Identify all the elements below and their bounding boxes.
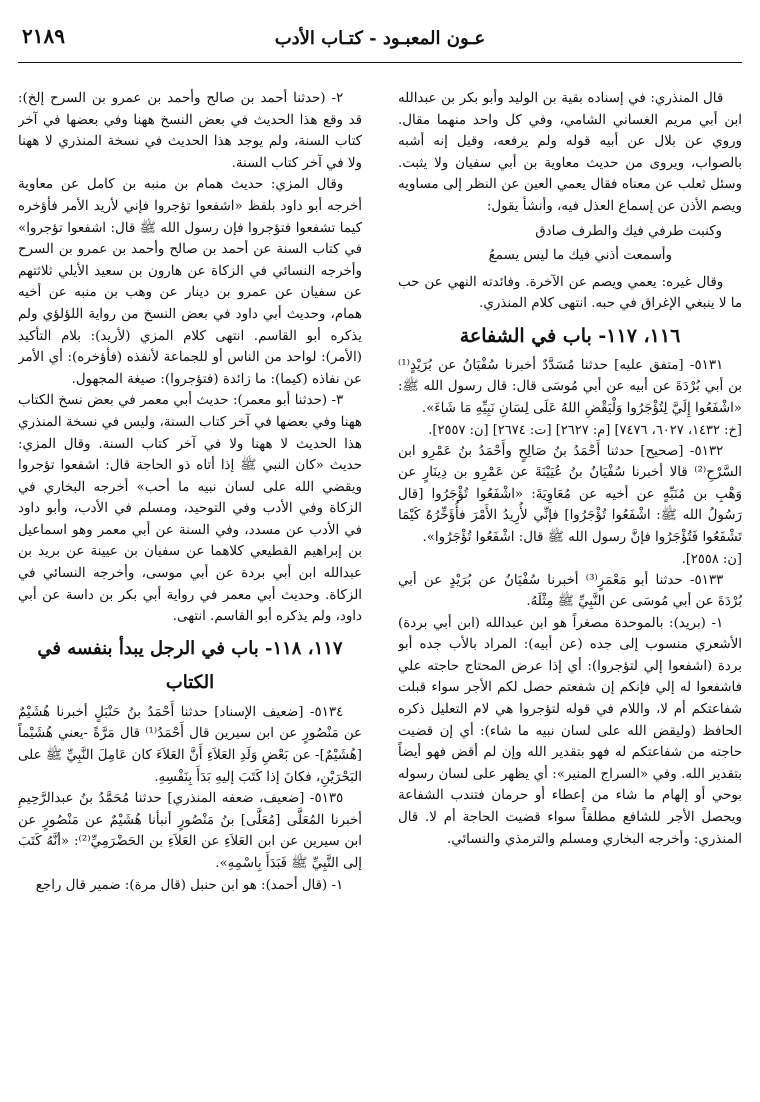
- hadith-5132: ٥١٣٢- [صحيح] حدثنا أَحْمَدُ بنُ صَالِحٍ وأَحْمَدُ بنُ عَمْرِو ابن السَّرْحِ⁽²⁾ قالا أخبرنا سُفْيَانُ بنُ عُيَيْنَةَ عن عَمْرِو بن دِينَارٍ عن وَهْبِ بن مُنَبِّهٍ عن أخيه عن مُعَاوِيَةَ: «اشْفَعُوا تُؤْجَرُوا [قال رَسُولُ الله ﷺ: اشْفَعُوا تُؤْجَرُوا] فإنِّي لأُرِيدُ الأَمْرَ فأُؤَخِّرُهُ كَيْمَا تَشْفَعُوا فَتُؤْجَرُوا فإنَّ رسول الله ﷺ قال: اشْفَعُوا تُؤْجَرُوا».: [398, 443, 742, 545]
- hadith-5131: ٥١٣١- [متفق عليه] حدثنا مُسَدَّدٌ أخبرنا سُفْيَانُ عن بُرَيْدٍ⁽¹⁾ بن أبي بُرْدَةَ عن أبيه عن أبي مُوسَى قال: قال رسول الله ﷺ: «اشْفَعُوا إِلَيَّ لِتُؤْجَرُوا وَلْيَقْضِ اللهُ عَلَى لِسَانِ نَبِيِّهِ مَا شَاءَ».: [398, 357, 742, 416]
- paragraph-mundhiri: قال المنذري: في إسناده بقية بن الوليد وأبو بكر بن عبدالله ابن أبي مريم الغساني الشامي، وفي كل واحد منهما مقال. وروي عن بلال عن أبيه قوله ولم يرفعه، وقيل إنه أشبه بالصواب، ويروى من حديث معاوية بن أبي سفيان ولا يثبت. وسئل ثعلب عن معناه فقال يعمي العين عن النظر إلى مساويه ويصم الأذن عن إسماع العذل فيه، وأنشأ يقول:: [398, 91, 742, 214]
- poem: [398, 220, 742, 268]
- poem-line-1: وكنبت طرفي فيك والطرف صادق: [535, 223, 722, 239]
- hadith-5133: ٥١٣٣- حدثنا أبو مَعْمَرٍ⁽³⁾ أخبرنا سُفْيَانُ عن بُرَيْدٍ عن أبي بُرْدَةَ عن أبي مُوسَى عن النَّبِيِّ ﷺ مِثْلَهُ.: [398, 572, 742, 610]
- footnote-1: ١- (بريد): بالموحدة مصغراً هو ابن عبدالله (ابن أبي بردة) الأشعري منسوب إلى جده (عن أبيه): المراد بالأب جده أبو بردة (اشفعوا إلي لتؤجروا): أي إذا عرض المحتاج حاجته علي فاشفعوا له إلي فإنكم إن شفعتم حصل لكم الأجر سواء قبلت شفاعتكم أم لا، واللام في قوله لتؤجروا هي لام التعليل ذكره الحافظ (وليقض الله على لسان نبيه ما شاء): أي إن قضيت حاجته من شفاعتكم له فهو بتقدير الله وإن لم أقض فهو أيضاً بتقدير الله. وفي «السراج المنير»: أي يظهر على لسان رسوله بوحي أو إلهام ما شاء من إعطاء أو حرمان فتندب الشفاعة ويحصل الأجر للشافع مطلقاً سواء قضيت الحاجة أم لا. قال المنذري: وأخرجه البخاري ومسلم والترمذي والنسائي.: [398, 615, 742, 847]
- mizzi-commentary: وقال المزي: حديث همام بن منبه بن كامل عن معاوية أخرجه أبو داود بلفظ «اشفعوا تؤجروا فإني لأريد الأمر فأؤخره كيما تشفعوا فتؤجروا فإن رسول الله ﷺ قال: اشفعوا تؤجروا» في كتاب السنة عن أحمد بن صالح وأحمد بن عمرو بن السرح وأخرجه النسائي في الزكاة عن هارون بن سعيد الأيلي ثلاثتهم عن سفيان عن عمرو بن دينار عن وهب بن منبه عن أخيه همام، وحديث أبي داود في بعض النسخ من رواية اللؤلؤي ولم يذكره أبو القاسم. انتهى كلام المزي (لأريد): بلام التأكيد (الأمر): لواحد من الناس أو للجماعة لأنفذه (فأؤخره): أي الأمر عن نفاذه (كيما): ما زائدة (فتؤجروا): صيغة المجهول.: [18, 177, 362, 387]
- hadith-5135: ٥١٣٥- [ضعيف، ضعفه المنذري] حدثنا مُحَمَّدُ بنُ عبدالرَّحِيمِ أخبرنا المُعَلَّى [مُعَلَّى] بنُ مَنْصُورٍ أنبأنا هُشَيْمٌ عن مَنْصُورٍ عن ابن سيرين عن ابن العَلاَءِ عن العَلاَءِ بن الحَضْرَمِيِّ⁽²⁾: «أنَّهُ كَتَبَ إلى النَّبِيِّ ﷺ فَبَدَأَ بِاسْمِهِ».: [18, 791, 362, 871]
- reference-5131: [خ: ١٤٣٢، ٦٠٢٧، ٧٤٧٦] [م: ٢٦٢٧] [ت: ٢٦٧٤] [ن: ٢٥٥٧].: [428, 422, 742, 438]
- footnote-ahmad: ١- (قال أحمد): هو ابن حنبل (قال مرة): ضمير قال راجع: [35, 877, 344, 893]
- chapter-heading-intercession: ١١٦، ١١٧- باب في الشفاعة: [459, 324, 681, 347]
- left-column: [18, 88, 362, 1088]
- footnote-2: ٢- (حدثنا أحمد بن صالح وأحمد بن عمرو بن السرح إلخ): قد وقع هذا الحديث في بعض النسخ ههنا وفي بعضها في آخر كتاب السنة، ولم يوجد هذا الحديث في نسخة المنذري لا ههنا ولا في آخر كتاب السنة.: [18, 91, 362, 171]
- reference-5132: [ن: ٢٥٥٨].: [681, 551, 742, 567]
- page-number: ٢١٨٩: [22, 24, 65, 48]
- paragraph-others: وقال غيره: يعمي ويصم عن الآخرة. وفائدته النهي عن حب ما لا ينبغي الإغراق في حبه. انتهى كلام المنذري.: [398, 274, 742, 312]
- poem-line-2: وأسمعت أذني فيك ما ليس يسمعُ: [488, 247, 672, 263]
- right-column: [398, 88, 742, 1088]
- footnote-3: ٣- (حدثنا أبو معمر): حديث أبي معمر في بعض نسخ الكتاب ههنا وفي بعضها في آخر كتاب السنة، وليس في نسخة المنذري هذا الحديث لا ههنا ولا في آخر كتاب السنة. وقال المزي: حديث «كان النبي ﷺ إذا أتاه ذو الحاجة قال: اشفعوا تؤجروا ويقضي الله على لسان نبيه ما أحب» أخرجه البخاري في الزكاة وفي الأدب وفي التوحيد، ومسلم في الأدب، وأبو داود في الأدب عن مسدد، وفي السنة عن أبي معمر وهو اسماعيل بن إبراهيم القطيعي كلاهما عن سفيان بن عيينة عن بريد بن عبدالله ابن أبي بردة عن أبي موسى، وأخرجه النسائي في الزكاة. وحديث أبي معمر في رواية أبي بكر بن داسة عن أبي داود، ولم يذكره أبو القاسم. انتهى.: [18, 393, 362, 625]
- page-header: [18, 12, 742, 63]
- chapter-heading-letters: ١١٧، ١١٨- باب في الرجل يبدأ بنفسه في الكتاب: [37, 637, 343, 693]
- hadith-5134: ٥١٣٤- [ضعيف الإسناد] حدثنا أَحْمَدُ بنُ حَنْبَلٍ أخبرنا هُشَيْمٌ عن مَنْصُورٍ عن ابن سيرين قال أَحْمَدُ⁽¹⁾ قال مَرَّةً -يعني هُشَيْماً [هُشَيْمٌ]- عن بَعْضِ وَلَدِ العَلاَءِ أَنَّ العَلاَءَ كان عَامِلَ النَّبِيِّ ﷺ على البَحْرَيْنِ، فكانَ إذا كَتَبَ إليهِ بَدَأَ بِنَفْسِهِ.: [18, 704, 362, 785]
- running-title: عـون المعبـود - كتـاب الأدب: [274, 28, 486, 49]
